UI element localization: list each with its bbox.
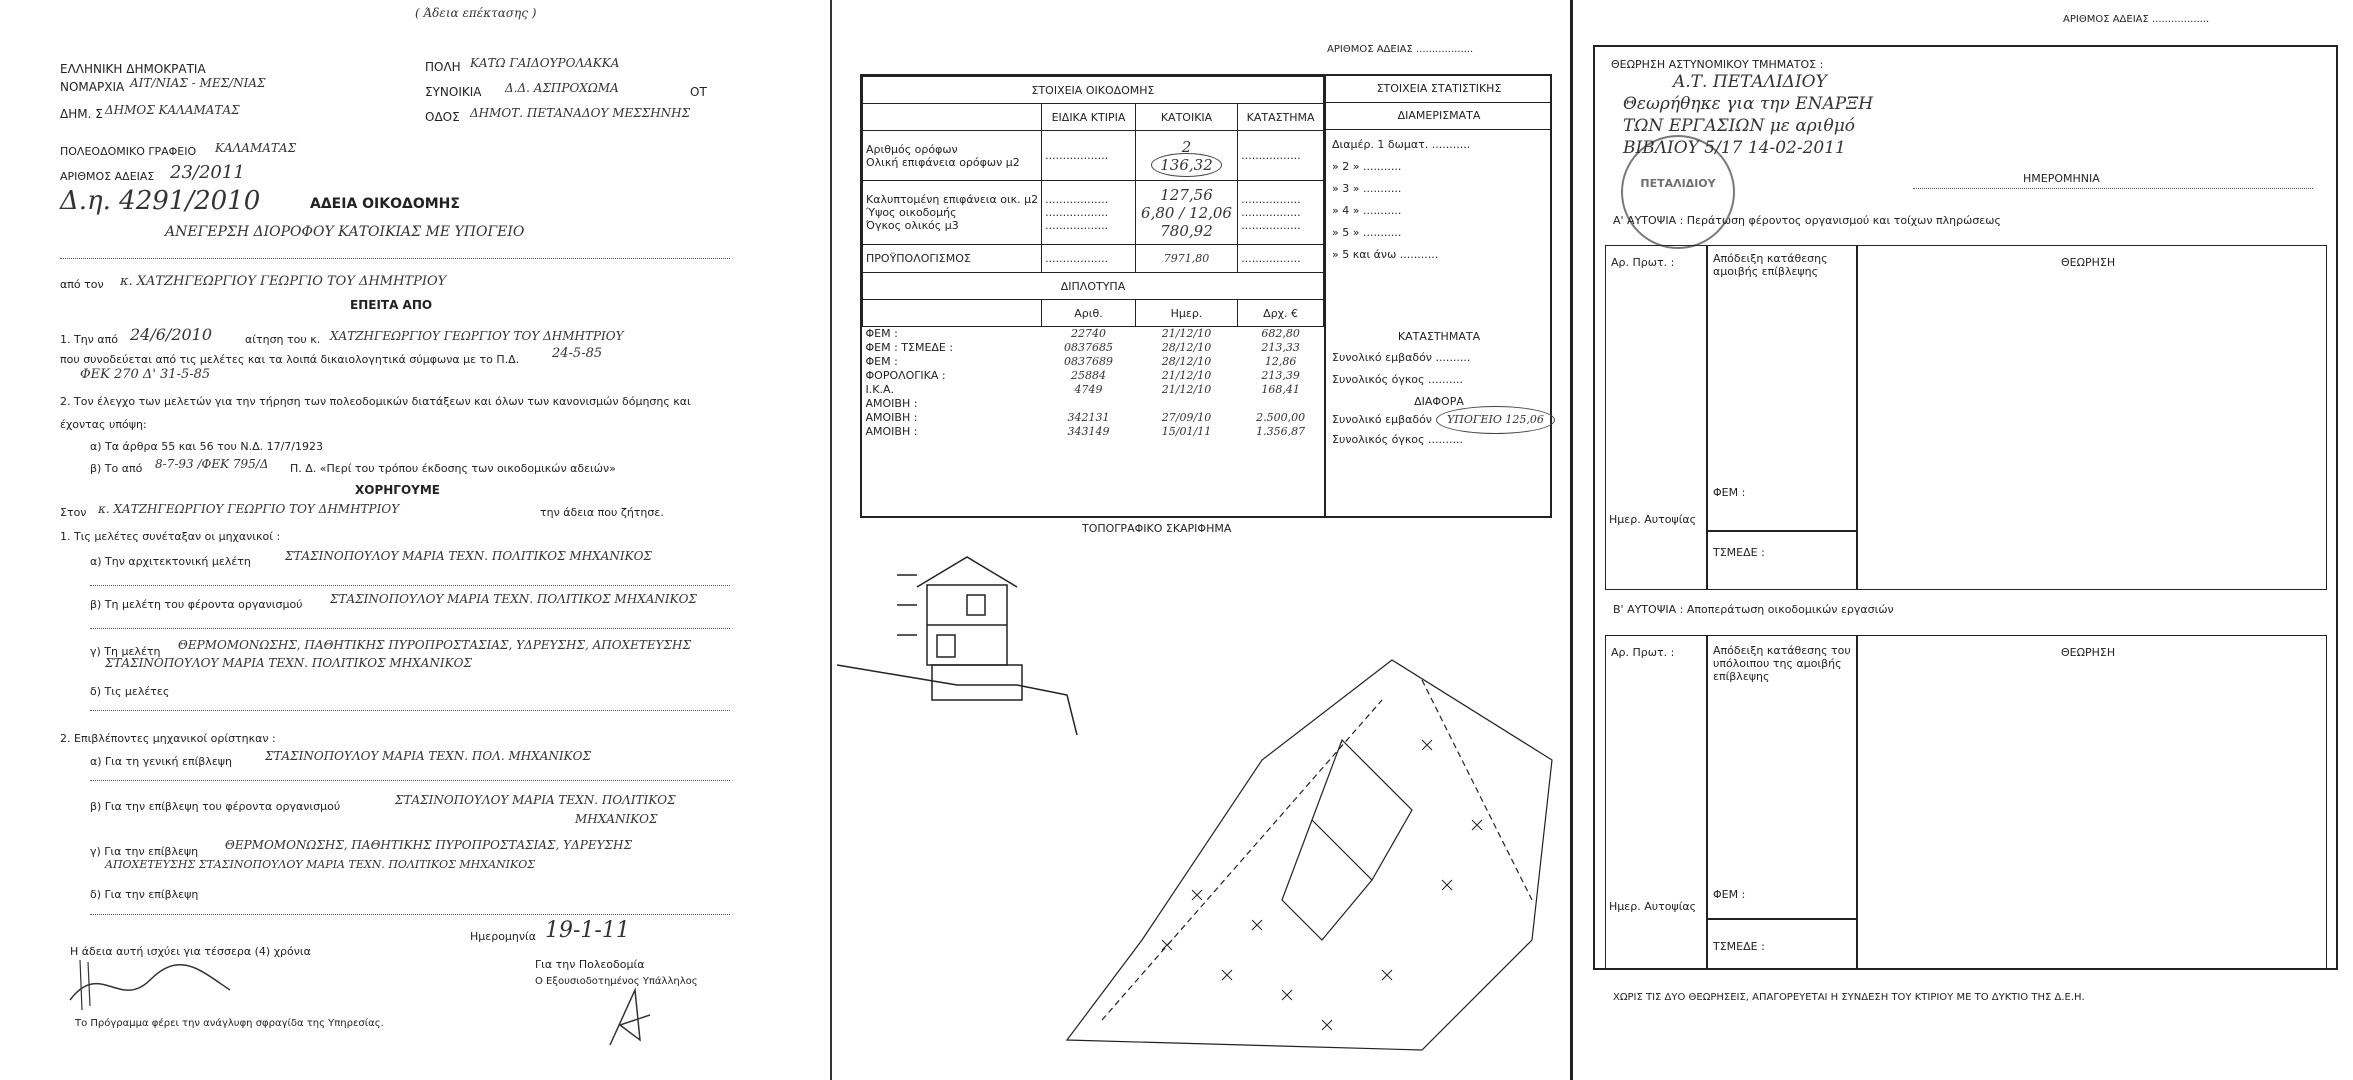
permit-purpose: ΑΝΕΓΕΡΣΗ ΔΙΟΡΟΦΟΥ ΚΑΤΟΙΚΙΑΣ ΜΕ ΥΠΟΓΕΙΟ — [165, 224, 525, 240]
dip-arith: 0837689 — [1063, 355, 1113, 368]
item1-fek: ΦΕΚ 270 Δ' 31-5-85 — [80, 367, 211, 382]
dotted-line — [60, 258, 730, 259]
cell: ................. ................. ................. — [1238, 181, 1324, 245]
apodeixi-a: Απόδειξη κατάθεσης αμοιβής επίβλεψης — [1713, 252, 1828, 278]
grid-divider — [1856, 245, 1858, 590]
dip-imer: 28/12/10 — [1161, 341, 1212, 354]
diplotypa-row — [863, 355, 1324, 369]
diamerisma-row: » 2 » ........... — [1332, 160, 1402, 173]
dip-label: ΑΜΟΙΒΗ : — [865, 397, 918, 410]
dip-imer: 15/01/11 — [1161, 425, 1212, 438]
diafora-heading: ΔΙΑΦΟΡΑ — [1414, 395, 1464, 408]
stoixeia-oikodomis-heading: ΣΤΟΙΧΕΙΑ ΟΙΚΟΔΟΜΗΣ — [863, 77, 1324, 104]
signature-scribble-right — [600, 985, 660, 1055]
header-poleodomiko: ΠΟΛΕΟΔΟΜΙΚΟ ΓΡΑΦΕΙΟ — [60, 145, 197, 158]
theorisi-title: ΘΕΩΡΗΣΗ ΑΣΤΥΝΟΜΙΚΟΥ ΤΜΗΜΑΤΟΣ : — [1611, 58, 1824, 71]
poli-value: ΚΑΤΩ ΓΑΙΔΟΥΡΟΛΑΚΚΑ — [470, 56, 620, 70]
cell: .................. .................. .................. — [1042, 181, 1136, 245]
sec1-item-a-value: ΣΤΑΣΙΝΟΠΟΥΛΟΥ ΜΑΡΙΑ ΤΕΧΝ. ΠΟΛΙΤΙΚΟΣ ΜΗΧΑΝΙΚΟΣ — [285, 549, 652, 563]
dip-poso: 1.356,87 — [1256, 425, 1306, 438]
diamerisma-row: » 5 και άνω ........... — [1332, 248, 1439, 261]
empty-head — [863, 300, 1042, 327]
cell-katoikia — [1135, 181, 1237, 245]
sec1-item-b-value: ΣΤΑΣΙΝΟΠΟΥΛΟΥ ΜΑΡΙΑ ΤΕΧΝ. ΠΟΛΙΤΙΚΟΣ ΜΗΧΑΝΙΚΟΣ — [330, 592, 697, 606]
statistics-block — [1324, 76, 1552, 516]
police-stamp — [1621, 135, 1735, 249]
item1-name: ΧΑΤΖΗΓΕΩΡΓΙΟΥ ΓΕΩΡΓΙΟΥ ΤΟΥ ΔΗΜΗΤΡΙΟΥ — [330, 329, 624, 343]
ston-value: κ. ΧΑΤΖΗΓΕΩΡΓΙΟΥ ΓΕΩΡΓΙΟ ΤΟΥ ΔΗΜΗΤΡΙΟΥ — [98, 502, 400, 516]
sec1-item-c-value-2: ΣΤΑΣΙΝΟΠΟΥΛΟΥ ΜΑΡΙΑ ΤΕΧΝ. ΠΟΛΙΤΙΚΟΣ ΜΗΧΑΝΙΚΟΣ — [105, 656, 472, 670]
col-arith: Αριθ. — [1042, 300, 1136, 327]
police-hw-3: ΤΩΝ ΕΡΓΑΣΙΩΝ με αριθμό — [1623, 116, 1855, 136]
ar-prot-b: Αρ. Πρωτ. : — [1611, 646, 1675, 659]
dip-label: ΦΟΡΟΛΟΓΙΚΑ : — [865, 369, 946, 382]
cell: .................. — [1042, 131, 1136, 181]
item1-label: 1. Την από — [60, 333, 118, 346]
val-ogkos: 780,92 — [1160, 221, 1213, 240]
diafora-value: ΥΠΟΓΕΙΟ 125,06 — [1436, 406, 1555, 434]
fem-a: ΦΕΜ : — [1713, 486, 1746, 499]
validity-note: Η άδεια αυτή ισχύει για τέσσερα (4) χρόνια — [70, 945, 311, 958]
theorisi-b: ΘΕΩΡΗΣΗ — [2061, 646, 2116, 659]
dip-imer: 21/12/10 — [1161, 369, 1212, 382]
diafora-emvadon: Συνολικό εμβαδόν — [1332, 413, 1432, 426]
dip-poso: 682,80 — [1261, 327, 1300, 341]
ston-label: Στον — [60, 506, 87, 519]
dip-label: ΦΕΜ : — [865, 327, 898, 341]
arithmos-adeias-label: ΑΡΙΘΜΟΣ ΑΔΕΙΑΣ — [60, 170, 155, 183]
arithmos-adeias: ΑΡΙΘΜΟΣ ΑΔΕΙΑΣ .................. — [2063, 14, 2210, 25]
dimos-label: ΔΗΜ. Σ — [60, 107, 103, 121]
odos-value: ΔΗΜΟΤ. ΠΕΤΑΝΑΔΟΥ ΜΕΣΣΗΝΗΣ — [470, 106, 691, 120]
dip-poso — [1238, 397, 1324, 411]
dip-poso: 168,41 — [1261, 383, 1300, 396]
permit-page-3 — [1570, 0, 2353, 1080]
sec1-item-c-label: γ) Τη μελέτη — [90, 645, 161, 658]
kat-emvadon: Συνολικό εμβαδόν .......... — [1332, 351, 1471, 364]
sec2-item-a-value: ΣΤΑΣΙΝΟΠΟΥΛΟΥ ΜΑΡΙΑ ΤΕΧΝ. ΠΟΛ. ΜΗΧΑΝΙΚΟΣ — [265, 749, 591, 763]
sec2-title: 2. Επιβλέποντες μηχανικοί ορίστηκαν : — [60, 732, 276, 745]
theorisi-a: ΘΕΩΡΗΣΗ — [2061, 256, 2116, 269]
dip-imer: 21/12/10 — [1161, 327, 1212, 341]
col-katastima: ΚΑΤΑΣΤΗΜΑ — [1238, 104, 1324, 131]
xorigoume: ΧΟΡΗΓΟΥΜΕ — [355, 483, 440, 497]
diplotypa-rows — [863, 327, 1324, 439]
dip-arith — [1042, 397, 1136, 411]
dip-arith: 342131 — [1067, 411, 1110, 424]
dip-arith: 343149 — [1067, 425, 1110, 438]
item2-text-b: έχοντας υπόψη: — [60, 418, 147, 431]
col-eidika: ΕΙΔΙΚΑ ΚΤΙΡΙΑ — [1042, 104, 1136, 131]
grid-divider — [1856, 635, 1858, 970]
diplotypa-heading: ΔΙΠΛΟΤΥΠΑ — [863, 273, 1324, 300]
row-ogkos: Όγκος ολικός μ3 — [866, 219, 959, 232]
dip-label: ΦΕΜ : — [865, 355, 898, 368]
sec1-item-d-label: δ) Τις μελέτες — [90, 685, 170, 698]
diplotypa-row — [863, 327, 1324, 341]
dip-label: Ι.Κ.Α. — [865, 383, 894, 396]
ston-rest: την άδεια που ζήτησε. — [540, 506, 664, 519]
dip-label: ΑΜΟΙΒΗ : — [865, 425, 918, 438]
diamerismata-heading: ΔΙΑΜΕΡΙΣΜΑΤΑ — [1326, 103, 1552, 130]
val-proypologismos: 7971,80 — [1135, 245, 1237, 273]
nomarchia-value: ΑΙΤ/ΝΙΑΣ - ΜΕΣ/ΝΙΑΣ — [130, 76, 266, 90]
col-poso: Δρχ. € — [1238, 300, 1324, 327]
apo-label: από τον — [60, 278, 104, 291]
diplotypa-row — [863, 341, 1324, 355]
diafora-ogkos: Συνολικός όγκος .......... — [1332, 433, 1463, 446]
diplotypa-row — [863, 397, 1324, 411]
protocol-number: Δ.η. 4291/2010 — [60, 186, 261, 216]
row-ypsos: Ύψος οικοδομής — [866, 206, 957, 219]
diamerisma-row: » 4 » ........... — [1332, 204, 1402, 217]
sec2-item-b-label: β) Για την επίβλεψη του φέροντα οργανισμού — [90, 800, 341, 813]
poleodomiko-value: ΚΑΛΑΜΑΤΑΣ — [215, 141, 297, 155]
empty-head — [863, 104, 1042, 131]
item1-text: που συνοδεύεται από τις μελέτες και τα λοιπά δικαιολογητικά σύμφωνα με το Π.Δ. — [60, 353, 520, 366]
sec2-item-c-label: γ) Για την επίβλεψη — [90, 845, 199, 858]
signature-title: Ο Εξουσιοδοτημένος Υπάλληλος — [535, 976, 698, 987]
epeita-apo: ΕΠΕΙΤΑ ΑΠΟ — [350, 298, 433, 312]
sec1-item-b-label: β) Τη μελέτη του φέροντα οργανισμού — [90, 598, 303, 611]
footer-note: Το Πρόγραμμα φέρει την ανάγλυφη σφραγίδα της Υπηρεσίας. — [75, 1018, 384, 1029]
diplotypa-row — [863, 411, 1324, 425]
dotted-line — [90, 710, 730, 711]
sec2-item-c-value: ΘΕΡΜΟΜΟΝΩΣΗΣ, ΠΑΘΗΤΙΚΗΣ ΠΥΡΟΠΡΟΣΤΑΣΙΑΣ, ΥΔΡΕΥΣΗΣ — [225, 838, 632, 852]
dip-poso: 213,33 — [1261, 341, 1300, 354]
header-nomarchia: ΝΟΜΑΡΧΙΑ — [60, 80, 125, 94]
date-value: 19-1-11 — [545, 918, 630, 943]
header-republic: ΕΛΛΗΝΙΚΗ ΔΗΜΟΚΡΑΤΙΑ — [60, 62, 206, 76]
police-hw-2: Θεωρήθηκε για την ΕΝΑΡΞΗ — [1623, 94, 1874, 114]
sec2-item-b-value-2: ΜΗΧΑΝΙΚΟΣ — [575, 812, 658, 826]
row-kalypt: Καλυπτομένη επιφάνεια οικ. μ2 — [866, 193, 1039, 206]
cell-katoikia — [1135, 131, 1237, 181]
sec1-item-a-label: α) Την αρχιτεκτονική μελέτη — [90, 555, 251, 568]
permit-page-2 — [830, 0, 1572, 1080]
cell: .................. — [1042, 245, 1136, 273]
sec1-item-c-value: ΘΕΡΜΟΜΟΝΩΣΗΣ, ΠΑΘΗΤΙΚΗΣ ΠΥΡΟΠΡΟΣΤΑΣΙΑΣ, ΥΔΡΕΥΣΗΣ, ΑΠΟΧΕΤΕΥΣΗΣ — [178, 638, 691, 652]
topografiko-heading: ΤΟΠΟΓΡΑΦΙΚΟ ΣΚΑΡΙΦΗΜΑ — [1082, 522, 1232, 535]
cell: ................. — [1238, 131, 1324, 181]
imer-aftopsias-b: Ημερ. Αυτοψίας — [1609, 900, 1697, 913]
item1-aitisi: αίτηση του κ. — [245, 333, 321, 346]
grid-divider — [1706, 635, 1708, 970]
col-imer: Ημερ. — [1135, 300, 1237, 327]
permit-title: ΑΔΕΙΑ ΟΙΚΟΔΟΜΗΣ — [310, 196, 460, 212]
dip-imer: 28/12/10 — [1161, 355, 1212, 368]
bracket-note: ( Άδεια επέκτασης ) — [415, 6, 537, 20]
a-aftopsia-grid — [1605, 245, 2327, 590]
dip-arith: 0837685 — [1063, 341, 1113, 354]
apo-value: κ. ΧΑΤΖΗΓΕΩΡΓΙΟΥ ΓΕΩΡΓΙΟ ΤΟΥ ΔΗΜΗΤΡΙΟΥ — [120, 274, 447, 289]
permit-page-1 — [0, 0, 830, 1080]
tsmede-b: ΤΣΜΕΔΕ : — [1713, 940, 1765, 953]
imerominia-label: ΗΜΕΡΟΜΗΝΙΑ — [2023, 172, 2100, 185]
stoixeia-statistikis-heading: ΣΤΟΙΧΕΙΑ ΣΤΑΤΙΣΤΙΚΗΣ — [1326, 76, 1552, 103]
item2-text: 2. Τον έλεγχο των μελετών για την τήρηση των πολεοδομικών διατάξεων και όλων των κανονισμών δόμησης και — [60, 395, 691, 408]
dip-label: ΦΕΜ : ΤΣΜΕΔΕ : — [865, 341, 954, 354]
dimos-value: ΔΗΜΟΣ ΚΑΛΑΜΑΤΑΣ — [105, 103, 240, 117]
diamerisma-row: » 5 » ........... — [1332, 226, 1402, 239]
val-epifaneia: 136,32 — [1151, 153, 1222, 177]
grid-divider — [1706, 530, 1856, 532]
apodeixi-b: Απόδειξη κατάθεσης του υπόλοιπου της αμοιβής επίβλεψης — [1713, 644, 1851, 683]
item2-b-rest: Π. Δ. «Περί του τρόπου έκδοσης των οικοδομικών αδειών» — [290, 462, 616, 475]
tsmede-a: ΤΣΜΕΔΕ : — [1713, 546, 1765, 559]
sec2-item-d-label: δ) Για την επίβλεψη — [90, 888, 199, 901]
police-hw-4: ΒΙΒΛΙΟΥ 5/17 14-02-2011 — [1623, 138, 1846, 158]
kat-ogkos: Συνολικός όγκος .......... — [1332, 373, 1463, 386]
footer-warning: ΧΩΡΙΣ ΤΙΣ ΔΥΟ ΘΕΩΡΗΣΕΙΣ, ΑΠΑΓΟΡΕΥΕΤΑΙ Η ΣΥΝΔΕΣΗ ΤΟΥ ΚΤΙΡΙΟΥ ΜΕ ΤΟ ΔΥΚΤΙΟ ΤΗΣ Δ.Ε.Η. — [1613, 992, 2085, 1003]
diafora-rows — [1326, 408, 1552, 452]
sec1-title: 1. Τις μελέτες συνέταξαν οι μηχανικοί : — [60, 530, 281, 543]
building-section-drawing — [837, 545, 1097, 735]
dip-label: ΑΜΟΙΒΗ : — [865, 411, 918, 424]
row-epifaneia: Ολική επιφάνεια ορόφων μ2 — [866, 155, 1020, 169]
diplotypa-row — [863, 425, 1324, 439]
imer-aftopsias-a: Ημερ. Αυτοψίας — [1609, 513, 1697, 526]
row-orofoi: Αριθμός ορόφων — [866, 142, 958, 156]
grid-divider — [1706, 918, 1856, 920]
diamerisma-row: Διαμέρ. 1 δωματ. ........... — [1332, 138, 1471, 151]
diamerismata-rows — [1326, 130, 1552, 270]
dip-arith: 4749 — [1074, 383, 1103, 396]
row-label — [863, 131, 1042, 181]
diplotypa-row — [863, 369, 1324, 383]
dotted-line — [90, 628, 730, 629]
sec2-item-c-value-2: ΑΠΟΧΕΤΕΥΣΗΣ ΣΤΑΣΙΝΟΠΟΥΛΟΥ ΜΑΡΙΑ ΤΕΧΝ. ΠΟΛΙΤΙΚΟΣ ΜΗΧΑΝΙΚΟΣ — [105, 858, 536, 871]
synoikia-value: Δ.Δ. ΑΣΠΡΟΧΩΜΑ — [505, 81, 619, 95]
arithmos-adeias-value: 23/2011 — [170, 162, 245, 183]
building-table — [862, 76, 1324, 439]
b-aftopsia: Β' ΑΥΤΟΨΙΑ : Αποπεράτωση οικοδομικών εργασιών — [1613, 603, 1894, 616]
sec2-item-b-value: ΣΤΑΣΙΝΟΠΟΥΛΟΥ ΜΑΡΙΑ ΤΕΧΝ. ΠΟΛΙΤΙΚΟΣ — [395, 793, 676, 807]
diamerisma-row: » 3 » ........... — [1332, 182, 1402, 195]
dip-imer: 21/12/10 — [1161, 383, 1212, 396]
item1-date: 24/6/2010 — [130, 325, 213, 344]
cell: ................. — [1238, 245, 1324, 273]
synoikia-label: ΣΥΝΟΙΚΙΑ — [425, 85, 482, 99]
dip-arith: 25884 — [1070, 369, 1106, 382]
site-plan-drawing — [1062, 640, 1562, 1060]
item1-pd: 24-5-85 — [552, 346, 603, 361]
fem-b: ΦΕΜ : — [1713, 888, 1746, 901]
sec2-item-a-label: α) Για τη γενική επίβλεψη — [90, 755, 232, 768]
katastimata-heading: ΚΑΤΑΣΤΗΜΑΤΑ — [1397, 330, 1481, 343]
b-aftopsia-grid — [1605, 635, 2327, 970]
date-label: Ημερομηνία — [470, 930, 537, 943]
dotted-line — [1913, 188, 2313, 189]
signature-office: Για την Πολεοδομία — [535, 958, 645, 971]
dip-imer: 27/09/10 — [1161, 411, 1212, 424]
ot-label: ΟΤ — [690, 85, 707, 99]
col-katoikia: ΚΑΤΟΙΚΙΑ — [1135, 104, 1237, 131]
dip-poso: 12,86 — [1264, 355, 1297, 368]
item2-b-label: β) Το από — [90, 462, 143, 475]
dip-arith: 22740 — [1070, 327, 1106, 341]
dotted-line — [90, 914, 730, 915]
val-ypsos: 6,80 / 12,06 — [1141, 203, 1232, 222]
a-aftopsia: Α' ΑΥΤΟΨΙΑ : Περάτωση φέροντος οργανισμού και τοίχων πληρώσεως — [1613, 214, 2001, 227]
dotted-line — [90, 585, 730, 586]
row-label — [863, 181, 1042, 245]
val-orofoi: 2 — [1181, 137, 1192, 156]
stamp-text: ΠΕΤΑΛΙΔΙΟΥ — [1640, 177, 1716, 190]
poli-label: ΠΟΛΗ — [425, 60, 461, 74]
signature-scribble-left — [60, 940, 240, 1020]
odos-label: ΟΔΟΣ — [425, 110, 460, 124]
val-kalypt: 127,56 — [1160, 185, 1213, 204]
diplotypa-row — [863, 383, 1324, 397]
dip-poso: 2.500,00 — [1256, 411, 1306, 424]
stats-frame — [860, 74, 1552, 518]
arithmos-adeias: ΑΡΙΘΜΟΣ ΑΔΕΙΑΣ .................. — [1327, 44, 1474, 55]
dip-imer — [1135, 397, 1237, 411]
katastimata-rows — [1326, 343, 1552, 395]
ar-prot-a: Αρ. Πρωτ. : — [1611, 256, 1675, 269]
dip-poso: 213,39 — [1261, 369, 1300, 382]
item2-a: α) Τα άρθρα 55 και 56 του Ν.Δ. 17/7/1923 — [90, 440, 323, 453]
item2-b-date: 8-7-93 /ΦΕΚ 795/Δ — [155, 457, 269, 471]
row-proypologismos: ΠΡΟΫΠΟΛΟΓΙΣΜΟΣ — [863, 245, 1042, 273]
dotted-line — [90, 780, 730, 781]
grid-divider — [1706, 245, 1708, 590]
police-hw-1: Α.Τ. ΠΕΤΑΛΙΔΙΟΥ — [1673, 72, 1827, 92]
